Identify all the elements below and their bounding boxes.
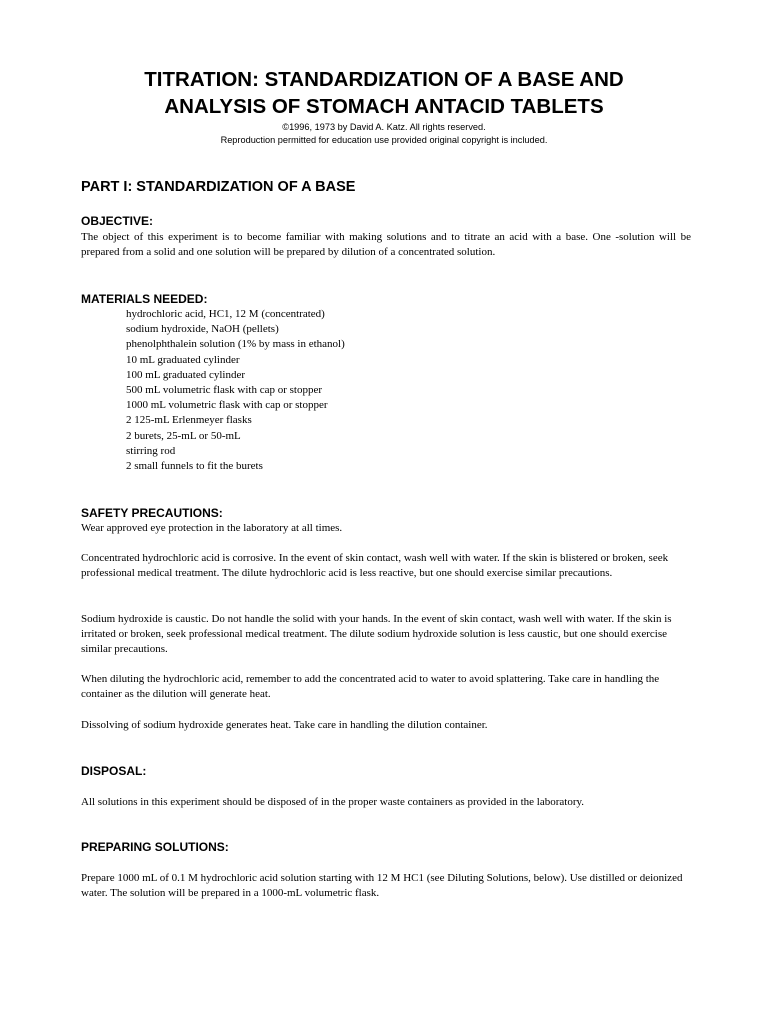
document-title	[0, 66, 768, 120]
materials-item: 10 mL graduated cylinder	[126, 353, 240, 366]
objective-text: The object of this experiment is to become familiar with making solutions and to titrate an acid with a base. One -solution will be prepared from a solid and one solution will be prepared by dilution of a concentrated solution.	[81, 231, 691, 259]
materials-list	[126, 307, 345, 474]
disposal-heading: DISPOSAL:	[81, 764, 147, 778]
preparing-text: Prepare 1000 mL of 0.1 M hydrochloric acid solution starting with 12 M HC1 (see Diluting Solutions, below). Use distilled or deionized water. The solution will be prepared in a 1000-mL volumetric flask.	[81, 872, 683, 900]
materials-item: 1000 mL volumetric flask with cap or stopper	[126, 399, 328, 412]
reproduction-line: Reproduction permitted for education use provided original copyright is included.	[220, 135, 548, 145]
safety-paragraph: Concentrated hydrochloric acid is corrosive. In the event of skin contact, wash well with water. If the skin is blistered or broken, seek professional medical treatment. The dilute hydrochloric acid is less reactive, but one should exercise similar precautions.	[81, 552, 669, 580]
objective-heading: OBJECTIVE:	[81, 214, 154, 228]
materials-item: 2 125-mL Erlenmeyer flasks	[126, 414, 252, 427]
materials-item: 2 burets, 25-mL or 50-mL	[126, 429, 241, 442]
safety-paragraph: Wear approved eye protection in the laboratory at all times.	[81, 522, 343, 534]
safety-paragraph: Dissolving of sodium hydroxide generates heat. Take care in handling the dilution container.	[81, 719, 488, 731]
materials-item: stirring rod	[126, 444, 176, 457]
materials-item: sodium hydroxide, NaOH (pellets)	[126, 323, 279, 336]
disposal-text: All solutions in this experiment should be disposed of in the proper waste containers as provided in the laboratory.	[81, 796, 585, 808]
title-line-2: ANALYSIS OF STOMACH ANTACID TABLETS	[164, 95, 604, 118]
materials-item: 500 mL volumetric flask with cap or stopper	[126, 384, 323, 397]
materials-item: 2 small funnels to fit the burets	[126, 460, 263, 473]
copyright-line: ©1996, 1973 by David A. Katz. All rights reserved.	[282, 122, 486, 132]
copyright-notice	[0, 121, 768, 147]
materials-heading: MATERIALS NEEDED:	[81, 292, 208, 306]
materials-item: phenolphthalein solution (1% by mass in ethanol)	[126, 338, 345, 351]
safety-paragraph: When diluting the hydrochloric acid, remember to add the concentrated acid to water to avoid splattering. Take care in handling the container as the dilution will generate heat.	[81, 673, 660, 701]
materials-item: 100 mL graduated cylinder	[126, 368, 246, 381]
part-heading: PART I: STANDARDIZATION OF A BASE	[81, 179, 356, 195]
materials-item: hydrochloric acid, HC1, 12 M (concentrated)	[126, 308, 325, 320]
safety-paragraph: Sodium hydroxide is caustic. Do not handle the solid with your hands. In the event of skin contact, wash well with water. If the skin is irritated or broken, seek professional medical treatment. The dilute sodium hydroxide solution is less caustic, but one should exercise similar precautions.	[81, 613, 672, 656]
safety-heading: SAFETY PRECAUTIONS:	[81, 506, 223, 520]
title-line-1: TITRATION: STANDARDIZATION OF A BASE AND	[144, 68, 624, 91]
preparing-heading: PREPARING SOLUTIONS:	[81, 840, 229, 854]
